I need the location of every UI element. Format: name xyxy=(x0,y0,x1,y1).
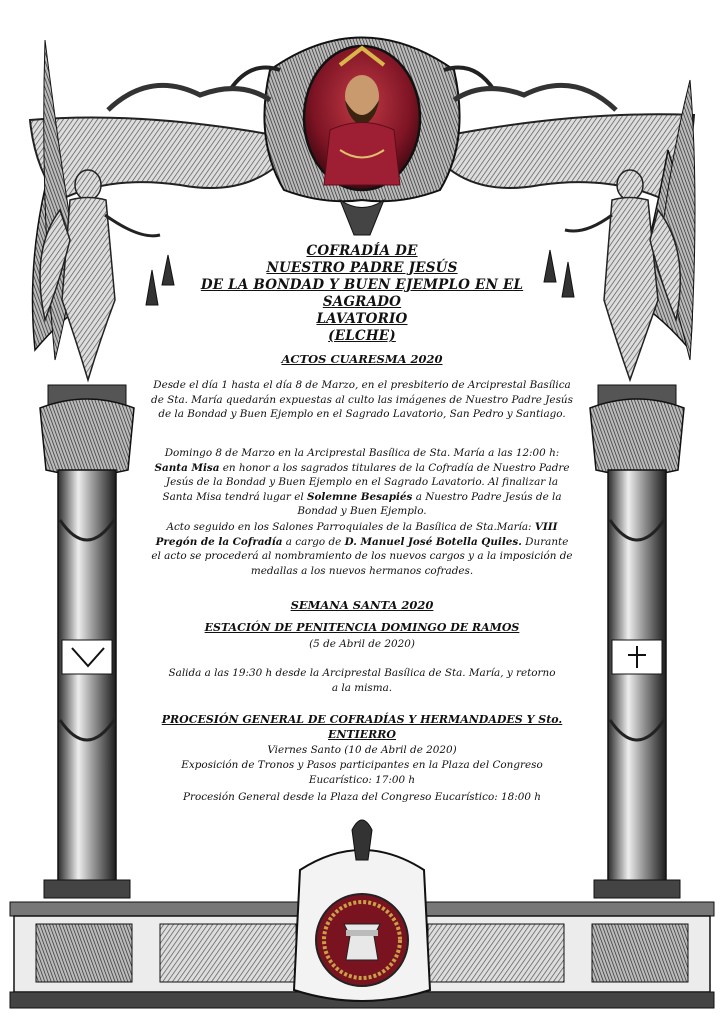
lent-heading: ACTOS CUARESMA 2020 xyxy=(281,352,443,366)
text-run: a Nuestro Padre Jesús de la Bondad y Buen Ejemplo. xyxy=(297,490,562,518)
text-run: en honor a los sagrados titulares de la Cofradía de Nuestro Padre Jesús de la Bondad y Buen Ejemplo en el Sagrado Lavatorio. Al finalizar la Santa Misa tendrá lugar el xyxy=(162,461,570,503)
lent-paragraph-1: Desde el día 1 hasta el día 8 de Marzo, en el presbiterio de Arciprestal Basílica de Sta. María quedarán expuestas al culto las imágenes de Nuestro Padre Jesús de la Bondad y Buen Ejemplo en el Sagrado Lavatorio, San Pedro y Santiago. xyxy=(151,379,573,421)
speaker-name: D. Manuel José Botella Quiles. xyxy=(344,535,522,548)
station-text: Salida a las 19:30 h desde la Arciprestal Basílica de Sta. María, y retorno a la misma. xyxy=(168,667,556,694)
text-run: a cargo de xyxy=(282,535,345,548)
lent-paragraph-2 xyxy=(150,446,574,519)
text-run: Durante el acto se procederá al nombramiento de los nuevos cargos y a la imposición de medallas a los nuevos hermanos cofrades. xyxy=(151,535,573,577)
brotherhood-emblem-icon xyxy=(294,820,430,1001)
title-line: NUESTRO PADRE JESÚS xyxy=(266,260,458,276)
mass-label: Santa Misa xyxy=(154,461,220,474)
text-run: Acto seguido en los Salones Parroquiales de la Basílica de Sta.María: xyxy=(166,521,535,533)
lent-paragraph-3 xyxy=(150,520,574,578)
title-line: DE LA BONDAD Y BUEN EJEMPLO EN EL SAGRADO xyxy=(200,277,524,310)
title-line: (ELCHE) xyxy=(328,328,396,344)
title-line: COFRADÍA DE xyxy=(306,243,418,259)
pregon-label: VIII Pregón de la Cofradía xyxy=(155,521,558,548)
page-title xyxy=(170,243,554,345)
procession-start: Procesión General desde la Plaza del Congreso Eucarístico: 18:00 h xyxy=(183,791,541,803)
besapies-label: Solemne Besapiés xyxy=(306,490,413,503)
station-date: (5 de Abril de 2020) xyxy=(309,638,415,650)
title-line: LAVATORIO xyxy=(316,311,408,327)
station-title: ESTACIÓN DE PENITENCIA DOMINGO DE RAMOS xyxy=(204,621,520,634)
procession-date: Viernes Santo (10 de Abril de 2020) xyxy=(267,744,457,756)
holy-week-heading: SEMANA SANTA 2020 xyxy=(290,598,434,612)
procession-title: PROCESIÓN GENERAL DE COFRADÍAS Y HERMANDADES Y Sto. ENTIERRO xyxy=(161,713,563,741)
text-run: Domingo 8 de Marzo en la Arciprestal Basílica de Sta. María a las 12:00 h: xyxy=(164,447,560,459)
procession-exposition: Exposición de Tronos y Pasos participantes en la Plaza del Congreso Eucarístico: 17:00 h xyxy=(181,759,543,786)
